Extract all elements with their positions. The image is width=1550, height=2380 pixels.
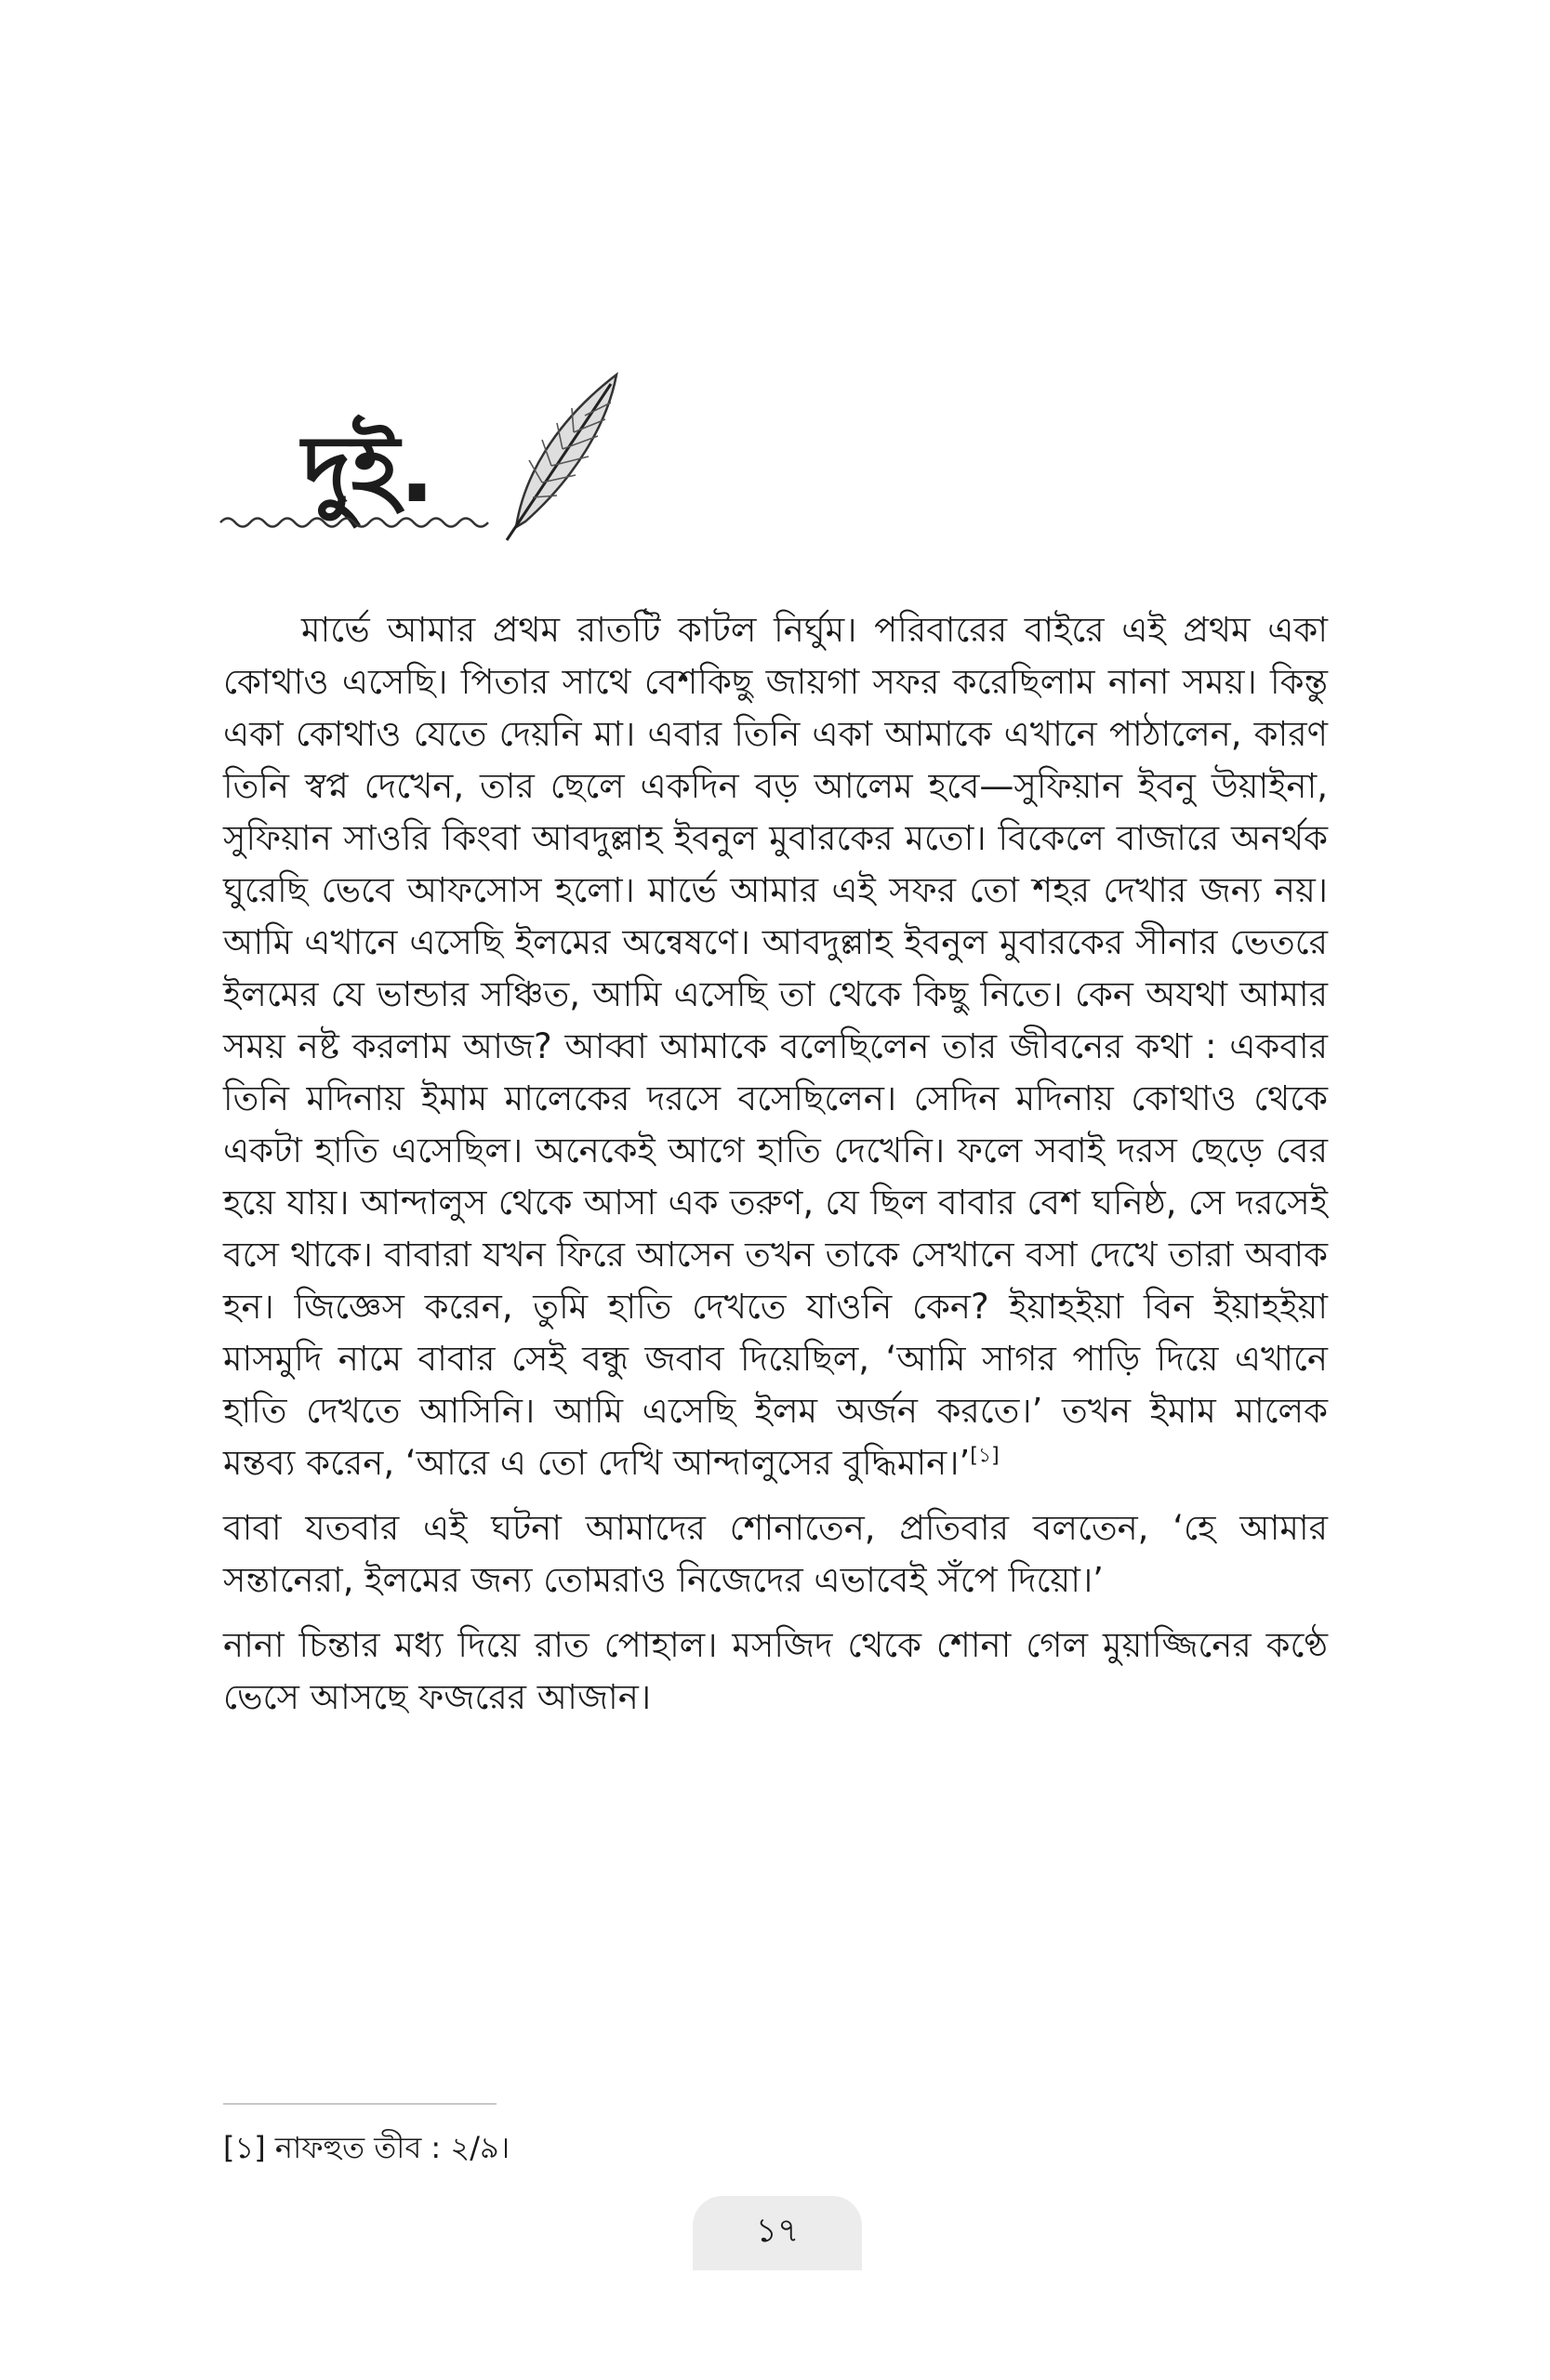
paragraph-1 (223, 604, 1328, 1489)
quill-feather-icon (488, 367, 628, 544)
footnote: [১] নাফহুত তীব : ২/৯। (223, 2130, 510, 2165)
paragraph-3: নানা চিন্তার মধ্য দিয়ে রাত পোহাল। মসজিদ থেকে শোনা গেল মুয়াজ্জিনের কণ্ঠে ভেসে আসছে ফজরের আজান। (223, 1625, 1328, 1717)
chapter-title: দুই. (302, 415, 435, 523)
footnote-divider (223, 2103, 497, 2105)
paragraph-1-text: মার্ভে আমার প্রথম রাতটি কাটল নির্ঘুম। পরিবারের বাইরে এই প্রথম একা কোথাও এসেছি। পিতার সাথে বেশকিছু জায়গা সফর করেছিলাম নানা সময়। কিন্তু একা কোথাও যেতে দেয়নি মা। এবার তিনি একা আমাকে এখানে পাঠালেন, কারণ তিনি স্বপ্ন দেখেন, তার ছেলে একদিন বড় আলেম হবে—সুফিয়ান ইবনু উয়াইনা, সুফিয়ান সাওরি কিংবা আবদুল্লাহ ইবনুল মুবারকের মতো। বিকেলে বাজারে অনর্থক ঘুরেছি ভেবে আফসোস হলো। মার্ভে আমার এই সফর তো শহর দেখার জন্য নয়। আমি এখানে এসেছি ইলমের অন্বেষণে। আবদুল্লাহ ইবনুল মুবারকের সীনার ভেতরে ইলমের যে ভান্ডার সঞ্চিত, আমি এসেছি তা থেকে কিছু নিতে। কেন অযথা আমার সময় নষ্ট করলাম আজ? আব্বা আমাকে বলেছিলেন তার জীবনের কথা : একবার তিনি মদিনায় ইমাম মালেকের দরসে বসেছিলেন। সেদিন মদিনায় কোথাও থেকে একটা হাতি এসেছিল। অনেকেই আগে হাতি দেখেনি। ফলে সবাই দরস ছেড়ে বের হয়ে যায়। আন্দালুস থেকে আসা এক তরুণ, যে ছিল বাবার বেশ ঘনিষ্ঠ, সে দরসেই বসে থাকে। বাবারা যখন ফিরে আসেন তখন তাকে সেখানে বসা দেখে তারা অবাক হন। জিজ্ঞেস করেন, তুমি হাতি দেখতে যাওনি কেন? ইয়াহইয়া বিন ইয়াহইয়া মাসমুদি নামে বাবার সেই বন্ধু জবাব দিয়েছিল, ‘আমি সাগর পাড়ি দিয়ে এখানে হাতি দেখতে আসিনি। আমি এসেছি ইলম অর্জন করতে।’ তখন ইমাম মালেক মন্তব্য করেন, ‘আরে এ তো দেখি আন্দালুসের বুদ্ধিমান।’ (223, 610, 1328, 1483)
page-number: ১৭ (755, 2212, 800, 2250)
footnote-reference[interactable]: [১] (970, 1444, 1000, 1468)
chapter-heading (219, 367, 656, 562)
page-number-tab (693, 2196, 862, 2270)
wavy-underline (219, 511, 497, 534)
paragraph-2: বাবা যতবার এই ঘটনা আমাদের শোনাতেন, প্রতিবার বলতেন, ‘হে আমার সন্তানেরা, ইলমের জন্য তোমরাও নিজেদের এভাবেই সঁপে দিয়ো।’ (223, 1508, 1328, 1600)
body-text (223, 604, 1328, 1737)
